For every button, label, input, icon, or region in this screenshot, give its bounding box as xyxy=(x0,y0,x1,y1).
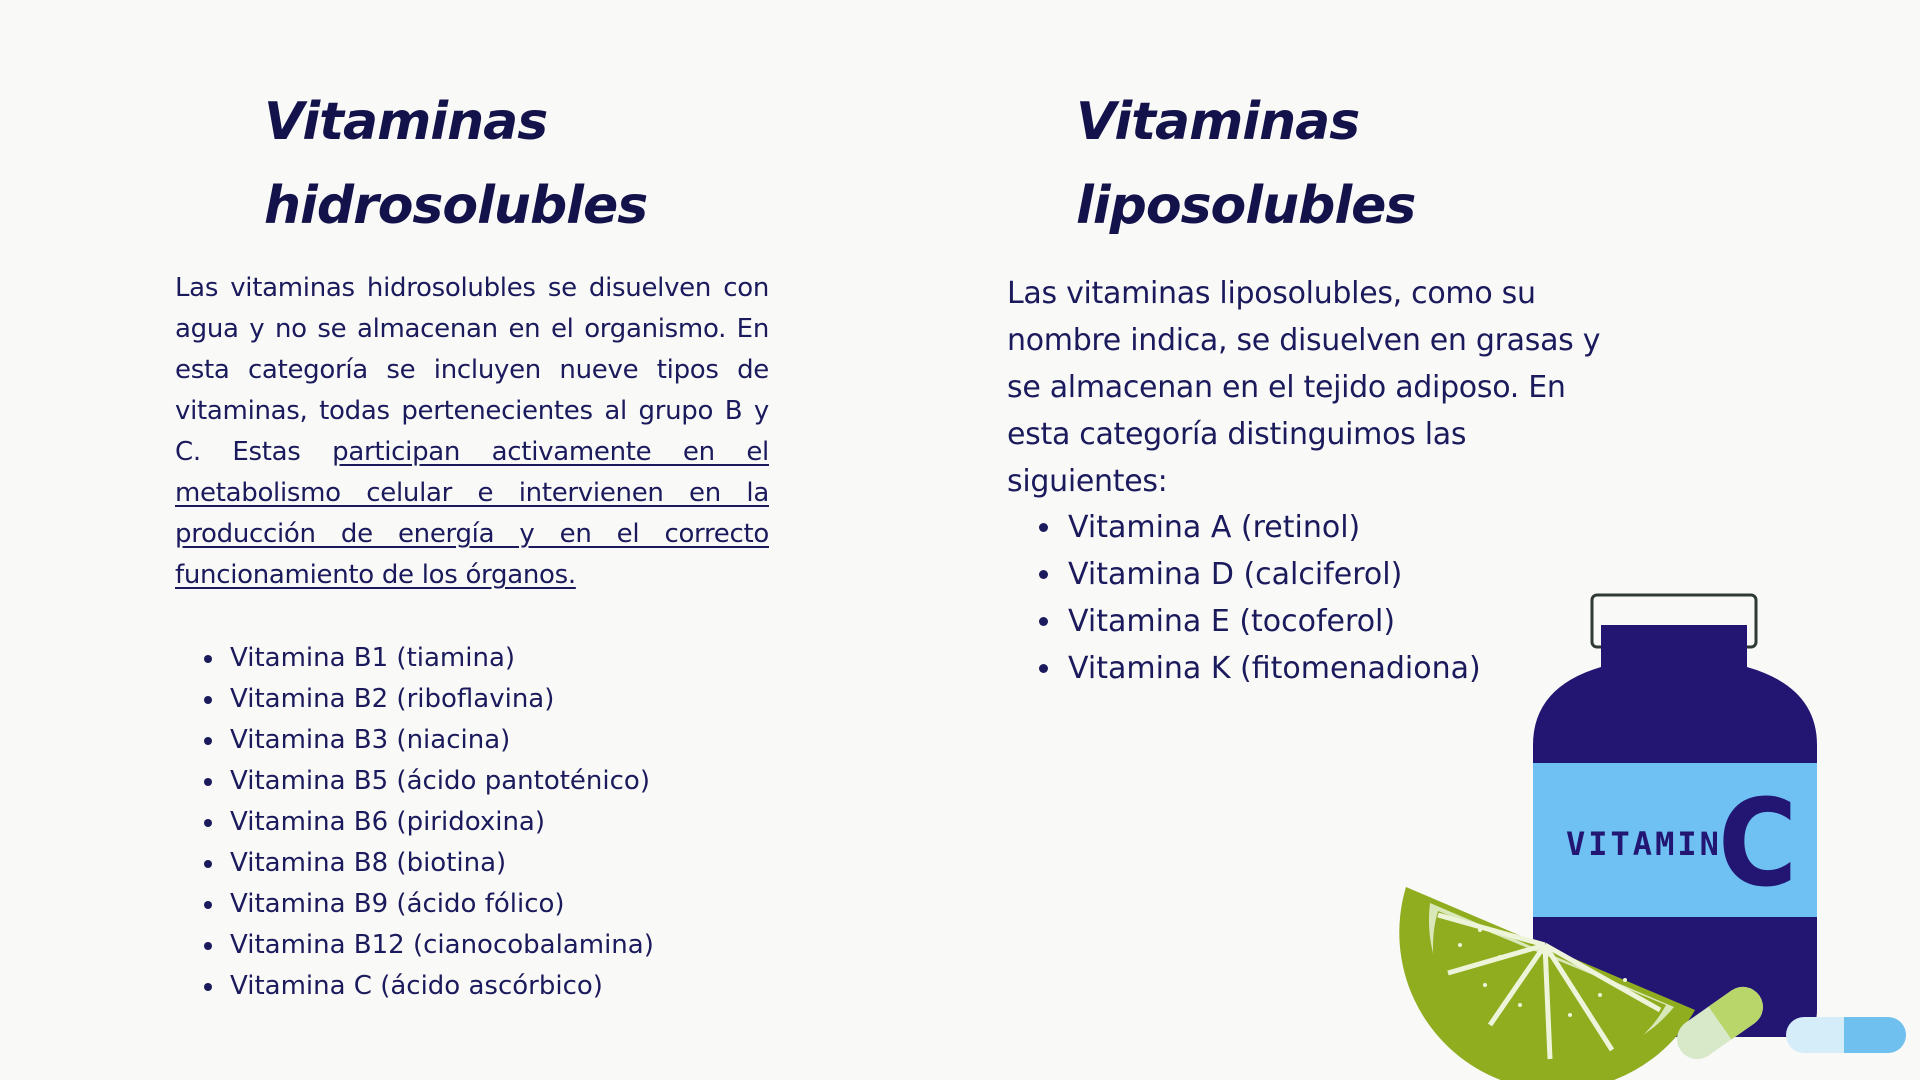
list-item: • Vitamina B9 (ácido fólico) xyxy=(226,884,786,925)
label-text: VITAMIN xyxy=(1566,825,1722,863)
intro-hidrosolubles xyxy=(175,268,769,596)
list-item: • Vitamina B3 (niacina) xyxy=(226,720,786,761)
list-item: • Vitamina B5 (ácido pantoténico) xyxy=(226,761,786,802)
title-liposolubles-line1: Vitaminas xyxy=(1076,92,1360,152)
title-hidrosolubles xyxy=(264,80,647,248)
title-hidrosolubles-line1: Vitaminas xyxy=(264,92,548,152)
title-liposolubles xyxy=(1076,80,1415,248)
title-hidrosolubles-line2: hidrosolubles xyxy=(264,176,648,236)
intro-hidrosolubles-text: Las vitaminas hidrosolubles se disuelven con agua y no se almacenan en el organismo. En esta categoría se incluyen nueve tipos de vitaminas, todas pertenecientes al grupo B y C. Estas xyxy=(175,273,769,467)
list-item: • Vitamina K (fitomenadiona) xyxy=(1064,645,1544,692)
intro-hidrosolubles-underlined: participan activamente en el metabolismo celular e intervienen en la producción de energía y en el correcto funcionamiento de los órganos. xyxy=(175,437,769,590)
label-letter: C xyxy=(1718,775,1798,914)
list-item: • Vitamina D (calciferol) xyxy=(1064,551,1544,598)
list-hidrosolubles xyxy=(200,638,786,1007)
vitamin-c-illustration xyxy=(1390,585,1920,1080)
list-item: • Vitamina B1 (tiamina) xyxy=(226,638,786,679)
list-item: • Vitamina A (retinol) xyxy=(1064,504,1544,551)
list-item: • Vitamina B8 (biotina) xyxy=(226,843,786,884)
intro-liposolubles: Las vitaminas liposolubles, como su nombre indica, se disuelven en grasas y se almacenan en el tejido adiposo. En esta categoría distinguimos las siguientes: xyxy=(1007,276,1601,499)
list-item: • Vitamina B6 (piridoxina) xyxy=(226,802,786,843)
pill-icon xyxy=(1786,1017,1906,1053)
list-item: • Vitamina E (tocoferol) xyxy=(1064,598,1544,645)
list-item: • Vitamina C (ácido ascórbico) xyxy=(226,966,786,1007)
title-liposolubles-line2: liposolubles xyxy=(1076,176,1416,236)
list-item: • Vitamina B12 (cianocobalamina) xyxy=(226,925,786,966)
list-item: • Vitamina B2 (riboflavina) xyxy=(226,679,786,720)
